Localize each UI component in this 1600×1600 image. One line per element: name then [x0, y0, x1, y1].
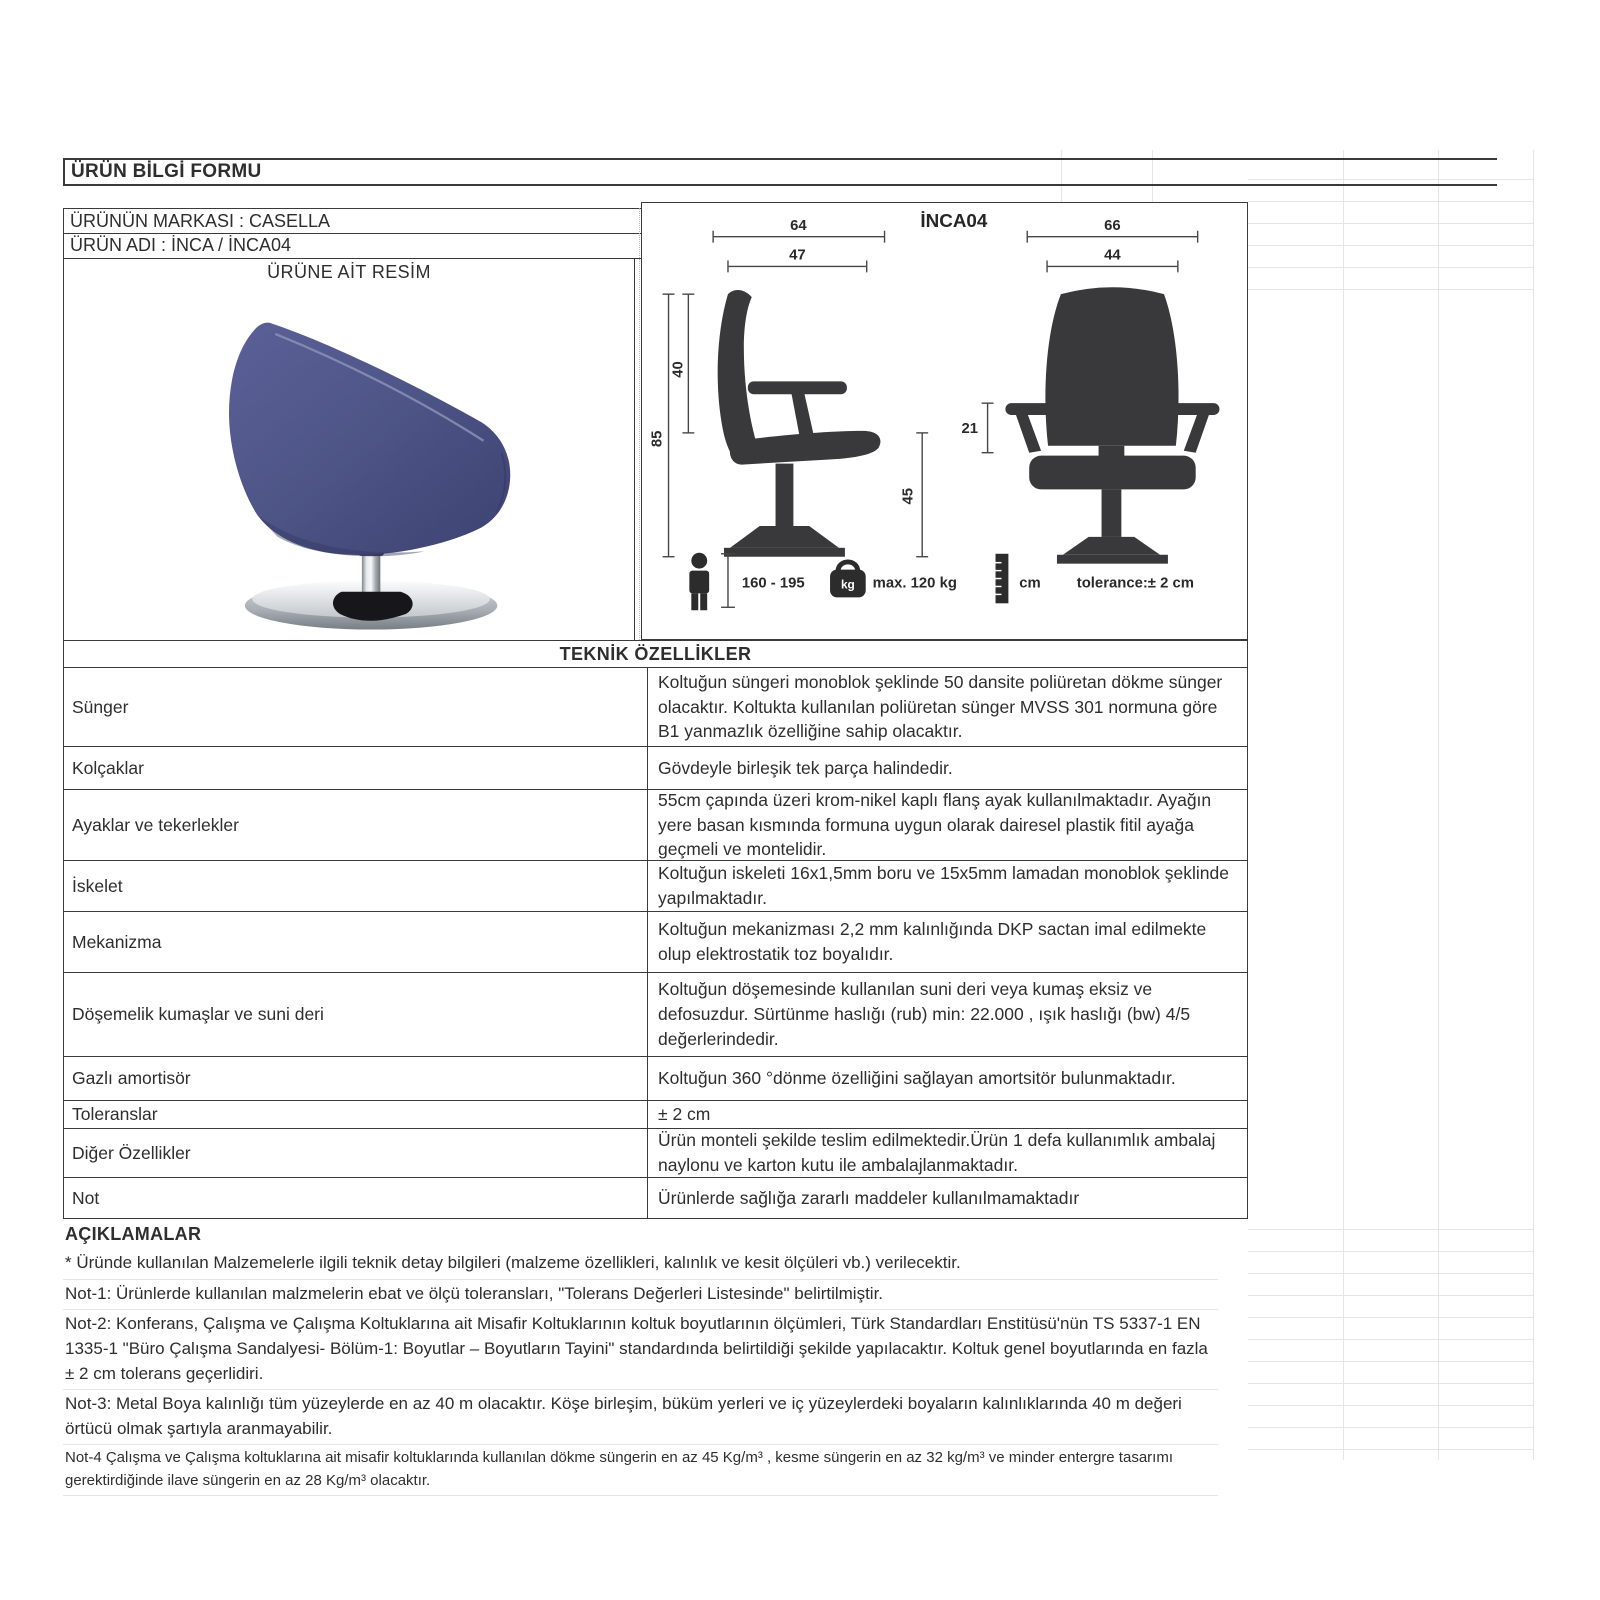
chair-side-view	[718, 290, 881, 557]
spec-row	[64, 861, 1247, 912]
note-item: * Üründe kullanılan Malzemelerle ilgili teknik detay bilgileri (malzeme özellikleri, kalınlık ve kesit ölçüleri vb.) verilecektir.	[63, 1249, 1218, 1280]
grid-rows-bottom	[1248, 1208, 1534, 1461]
user-height-range: 160 - 195	[741, 575, 805, 592]
product-image-panel	[63, 258, 635, 640]
dim-side-width: 64	[790, 217, 807, 234]
spec-row	[64, 912, 1247, 973]
dim-front-width: 66	[1104, 217, 1121, 234]
spec-value: ± 2 cm	[658, 1104, 711, 1125]
chair-shell	[229, 323, 510, 557]
spec-row	[64, 1101, 1247, 1129]
height-range-dimension	[721, 554, 735, 608]
spec-value: Koltuğun döşemesinde kullanılan suni deri veya kumaş eksiz ve defosuzdur. Sürtünme haslığı (rub) min: 22.000 , ışık haslığı (bw) 4/5 değerlerindedir.	[658, 979, 1191, 1049]
spec-value: Koltuğun mekanizması 2,2 mm kalınlığında DKP sactan imal edilmekte olup elektrostatik toz boyalıdır.	[658, 919, 1207, 964]
ruler-icon	[996, 554, 1009, 604]
dim-total-height: 85	[649, 430, 666, 448]
brand-row	[63, 208, 648, 234]
dim-arm-height: 21	[961, 420, 979, 437]
product-name-text: ÜRÜN ADI : İNCA / İNCA04	[70, 235, 292, 255]
spec-value: Gövdeyle birleşik tek parça halindedir.	[658, 757, 953, 778]
weight-icon	[830, 562, 866, 597]
chair-base	[245, 548, 497, 630]
spec-row	[64, 1057, 1247, 1101]
spec-label: Diğer Özellikler	[64, 1129, 648, 1177]
dim-back-height: 40	[670, 361, 687, 378]
spec-label: İskelet	[64, 861, 648, 911]
tech-specs-title: TEKNİK ÖZELLİKLER	[559, 643, 752, 664]
notes-title: AÇIKLAMALAR	[65, 1224, 202, 1244]
spec-label: Not	[64, 1178, 648, 1218]
spec-row	[64, 790, 1247, 861]
tolerance-label: tolerance:± 2 cm	[1076, 575, 1194, 592]
dim-seat-height: 45	[900, 488, 917, 505]
drawing-model-label: İNCA04	[920, 209, 988, 231]
spec-value: Koltuğun 360 °dönme özelliğini sağlayan amortsitör bulunmaktadır.	[658, 1068, 1176, 1089]
max-load-label: max. 120 kg	[872, 575, 957, 592]
spec-label: Ayaklar ve tekerlekler	[64, 790, 648, 860]
note-item: Not-2: Konferans, Çalışma ve Çalışma Koltuklarına ait Misafir Koltuklarının koltuk boyutlarının ölçümleri, Türk Standardları Enstitüsü'nün TS 5337-1 EN 1335-1 "Büro Çalışma Sandalyesi- Bölüm-1: Boyutlar – Boyutların Tayini" standardında belirtildiği şekilde yapılacaktır. Koltuk genel boyutlarında en fazla ± 2 cm tolerans geçerlidiri.	[63, 1310, 1218, 1390]
spec-row	[64, 1178, 1247, 1218]
notes-list	[63, 1249, 1218, 1496]
page-break-line	[639, 208, 640, 640]
form-title-row	[63, 158, 1497, 186]
note-item: Not-1: Ürünlerde kullanılan malzmelerin ebat ve ölçü toleransları, "Tolerans Değerleri Listesinde" belirtilmiştir.	[63, 1280, 1218, 1311]
spec-row	[64, 747, 1247, 790]
spec-value: Koltuğun iskeleti 16x1,5mm boru ve 15x5mm lamadan monoblok şeklinde yapılmaktadır.	[658, 863, 1229, 908]
spec-row	[64, 1129, 1247, 1178]
spec-label: Sünger	[64, 668, 648, 746]
spec-label: Döşemelik kumaşlar ve suni deri	[64, 973, 648, 1056]
note-item: Not-4 Çalışma ve Çalışma koltuklarına ait misafir koltuklarında kullanılan dökme süngerin en az 45 Kg/m³ , kesme süngerin en az 32 kg/m³ ve minder entergre tasarımı gerektirdiğinde ilave süngerin en az 28 Kg/m³ olacaktır.	[63, 1445, 1218, 1496]
spec-label: Gazlı amortisör	[64, 1057, 648, 1100]
spec-label: Toleranslar	[64, 1101, 648, 1128]
chair-front-view	[961, 218, 1219, 564]
spec-value: Ürün monteli şekilde teslim edilmektedir.Ürün 1 defa kullanımlık ambalaj naylonu ve karton kutu ile ambalajlanmaktadır.	[658, 1130, 1216, 1175]
spec-row	[64, 668, 1247, 747]
form-title: ÜRÜN BİLGİ FORMU	[71, 161, 262, 182]
product-name-row	[63, 233, 648, 259]
spec-table	[63, 668, 1248, 1219]
note-item: Not-3: Metal Boya kalınlığı tüm yüzeylerde en az 40 m olacaktır. Köşe birleşim, büküm yerleri ve iç yüzeylerdeki boyaların kalınlıklarında 40 m değeri örtücü olmak şartıyla aranmayabilir.	[63, 1390, 1218, 1445]
spec-label: Mekanizma	[64, 912, 648, 972]
tech-specs-header	[63, 640, 1248, 668]
spec-value: Koltuğun süngeri monoblok şeklinde 50 dansite poliüretan dökme sünger olacaktır. Koltukta kullanılan poliüretan sünger MVSS 301 normuna göre B1 yanmazlık özelliğine sahip olacaktır.	[658, 671, 1223, 742]
dim-seat-depth: 47	[789, 247, 806, 264]
brand-text: ÜRÜNÜN MARKASI : CASELLA	[70, 210, 331, 231]
spec-value: 55cm çapında üzeri krom-nikel kaplı flanş ayak kullanılmaktadır. Ayağın yere basan kısmında formuna uygun olarak dairesel plastik fitil ayağa geçmeli ve montelidir.	[658, 789, 1212, 860]
weight-icon-label: kg	[840, 577, 855, 592]
unit-label: cm	[1019, 575, 1041, 592]
spec-label: Kolçaklar	[64, 747, 648, 789]
notes-section	[63, 1222, 1218, 1496]
spec-row	[64, 973, 1247, 1057]
product-photo	[65, 286, 633, 636]
dim-front-seat-width: 44	[1104, 247, 1121, 264]
person-icon	[689, 553, 709, 610]
technical-drawing-panel	[641, 202, 1248, 640]
spec-value: Ürünlerde sağlığa zararlı maddeler kullanılmamaktadır	[658, 1187, 1080, 1208]
image-section-title: ÜRÜNE AİT RESİM	[267, 261, 431, 282]
